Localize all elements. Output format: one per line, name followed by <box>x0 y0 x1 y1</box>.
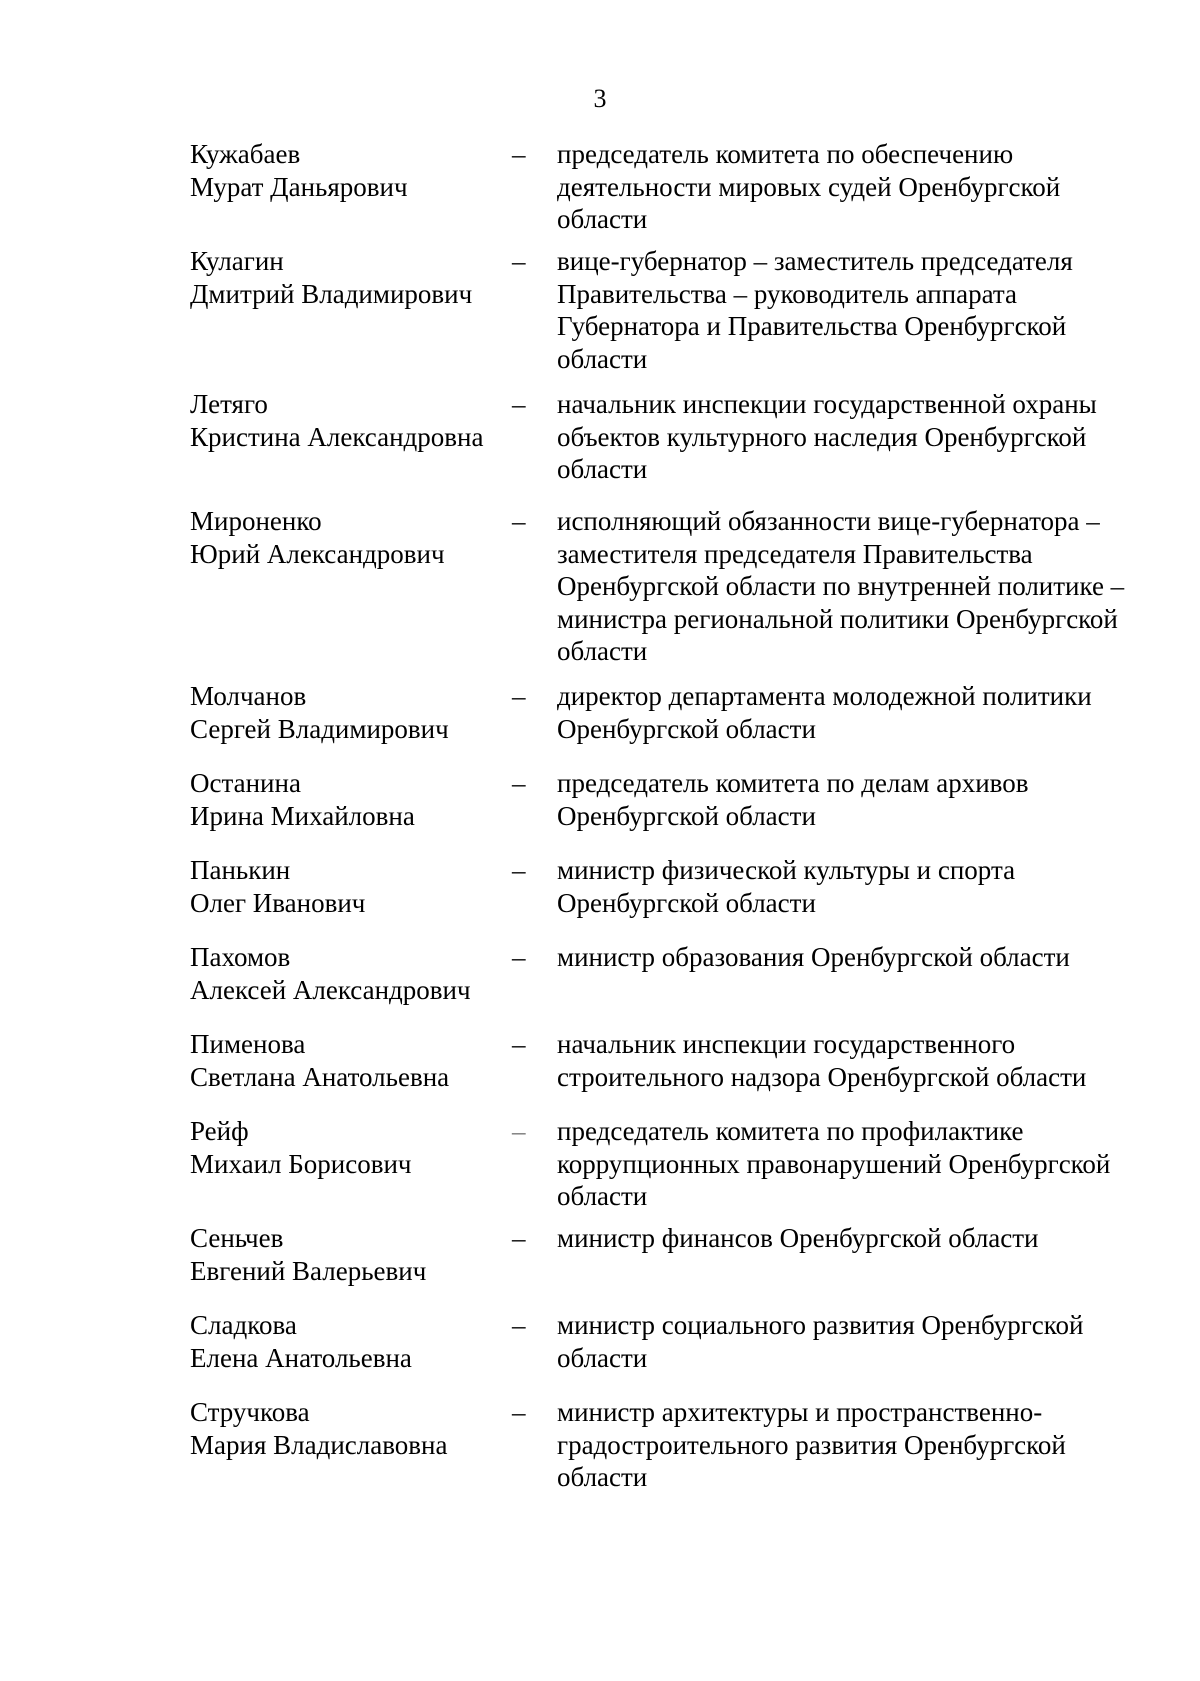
position-line: министра региональной политики Оренбургской <box>557 603 1118 634</box>
position-title <box>557 941 1167 974</box>
dash-separator: – <box>512 1029 526 1059</box>
surname: Останина <box>190 768 301 798</box>
person-name <box>190 1222 510 1287</box>
position-title <box>557 245 1167 375</box>
person-name <box>190 1396 510 1461</box>
person-name <box>190 854 510 919</box>
person-name <box>190 245 510 310</box>
given-names: Кристина Александровна <box>190 421 484 452</box>
surname: Молчанов <box>190 681 307 711</box>
surname: Сладкова <box>190 1310 297 1340</box>
given-names: Светлана Анатольевна <box>190 1061 450 1092</box>
position-line: вице-губернатор – заместитель председателя <box>557 246 1073 276</box>
position-title <box>557 1028 1167 1093</box>
position-line: министр физической культуры и спорта <box>557 855 1016 885</box>
given-names: Елена Анатольевна <box>190 1342 412 1373</box>
person-name <box>190 767 510 832</box>
dash-separator: – <box>512 1310 526 1340</box>
surname: Пименова <box>190 1029 306 1059</box>
given-names: Ирина Михайловна <box>190 800 415 831</box>
position-line: Оренбургской области <box>557 887 816 918</box>
position-line: заместителя председателя Правительства <box>557 538 1033 569</box>
dash-separator: – <box>512 506 526 536</box>
position-title <box>557 1396 1167 1494</box>
person-name <box>190 505 510 570</box>
given-names: Сергей Владимирович <box>190 713 449 744</box>
position-line: коррупционных правонарушений Оренбургской <box>557 1148 1111 1179</box>
given-names: Мурат Даньярович <box>190 171 408 202</box>
position-title <box>557 1115 1167 1213</box>
position-line: председатель комитета по делам архивов <box>557 768 1029 798</box>
dash-separator: – <box>512 768 526 798</box>
position-line: Губернатора и Правительства Оренбургской <box>557 311 1067 341</box>
person-name <box>190 941 510 1006</box>
surname: Пахомов <box>190 942 291 972</box>
given-names: Олег Иванович <box>190 887 366 918</box>
position-title <box>557 1222 1167 1255</box>
person-name <box>190 1115 510 1180</box>
dash-separator: – <box>512 139 526 169</box>
person-name <box>190 388 510 453</box>
position-line: директор департамента молодежной политики <box>557 681 1092 711</box>
position-title <box>557 680 1167 745</box>
dash-separator: – <box>512 855 526 885</box>
given-names: Михаил Борисович <box>190 1148 412 1179</box>
person-name <box>190 680 510 745</box>
dash-separator: – <box>512 681 526 711</box>
given-names: Алексей Александрович <box>190 974 471 1005</box>
surname: Сеньчев <box>190 1223 284 1253</box>
position-line: градостроительного развития Оренбургской <box>557 1429 1066 1460</box>
dash-separator: – <box>512 1223 526 1253</box>
position-title <box>557 388 1167 486</box>
surname: Стручкова <box>190 1397 310 1427</box>
position-line: строительного надзора Оренбургской области <box>557 1061 1087 1092</box>
position-line: области <box>557 636 648 666</box>
surname: Мироненко <box>190 506 322 536</box>
position-line: объектов культурного наследия Оренбургской <box>557 421 1087 452</box>
position-line: деятельности мировых судей Оренбургской <box>557 171 1061 202</box>
position-line: области <box>557 454 648 484</box>
dash-separator: – <box>512 246 526 276</box>
position-title <box>557 767 1167 832</box>
position-line: Оренбургской области <box>557 713 816 744</box>
surname: Кужабаев <box>190 139 301 169</box>
dash-separator: – <box>512 942 526 972</box>
given-names: Дмитрий Владимирович <box>190 278 473 309</box>
dash-separator: – <box>512 389 526 419</box>
surname: Кулагин <box>190 246 284 276</box>
position-title <box>557 505 1167 668</box>
dash-separator: – <box>512 1397 526 1427</box>
person-name <box>190 1028 510 1093</box>
surname: Летяго <box>190 389 268 419</box>
dash-separator: – <box>512 1116 526 1146</box>
position-title <box>557 1309 1167 1374</box>
position-line: исполняющий обязанности вице-губернатора – <box>557 506 1100 536</box>
position-line: области <box>557 1342 648 1373</box>
position-line: области <box>557 1181 648 1211</box>
person-name <box>190 138 510 203</box>
position-line: области <box>557 1462 648 1492</box>
given-names: Евгений Валерьевич <box>190 1255 427 1286</box>
given-names: Юрий Александрович <box>190 538 445 569</box>
position-line: министр финансов Оренбургской области <box>557 1223 1039 1253</box>
position-line: начальник инспекции государственной охраны <box>557 389 1097 419</box>
page-number: 3 <box>593 84 607 113</box>
position-line: начальник инспекции государственного <box>557 1029 1016 1059</box>
person-name <box>190 1309 510 1374</box>
surname: Панькин <box>190 855 291 885</box>
position-line: Оренбургской области по внутренней политике – <box>557 571 1125 601</box>
position-line: председатель комитета по обеспечению <box>557 139 1014 169</box>
position-line: министр образования Оренбургской области <box>557 942 1070 972</box>
position-line: министр архитектуры и пространственно- <box>557 1397 1043 1427</box>
position-line: Правительства – руководитель аппарата <box>557 278 1018 309</box>
surname: Рейф <box>190 1116 249 1146</box>
position-line: области <box>557 204 648 234</box>
position-line: Оренбургской области <box>557 800 816 831</box>
position-line: председатель комитета по профилактике <box>557 1116 1024 1146</box>
given-names: Мария Владиславовна <box>190 1429 448 1460</box>
position-title <box>557 854 1167 919</box>
position-line: министр социального развития Оренбургской <box>557 1310 1084 1340</box>
position-title <box>557 138 1167 236</box>
position-line: области <box>557 343 648 374</box>
